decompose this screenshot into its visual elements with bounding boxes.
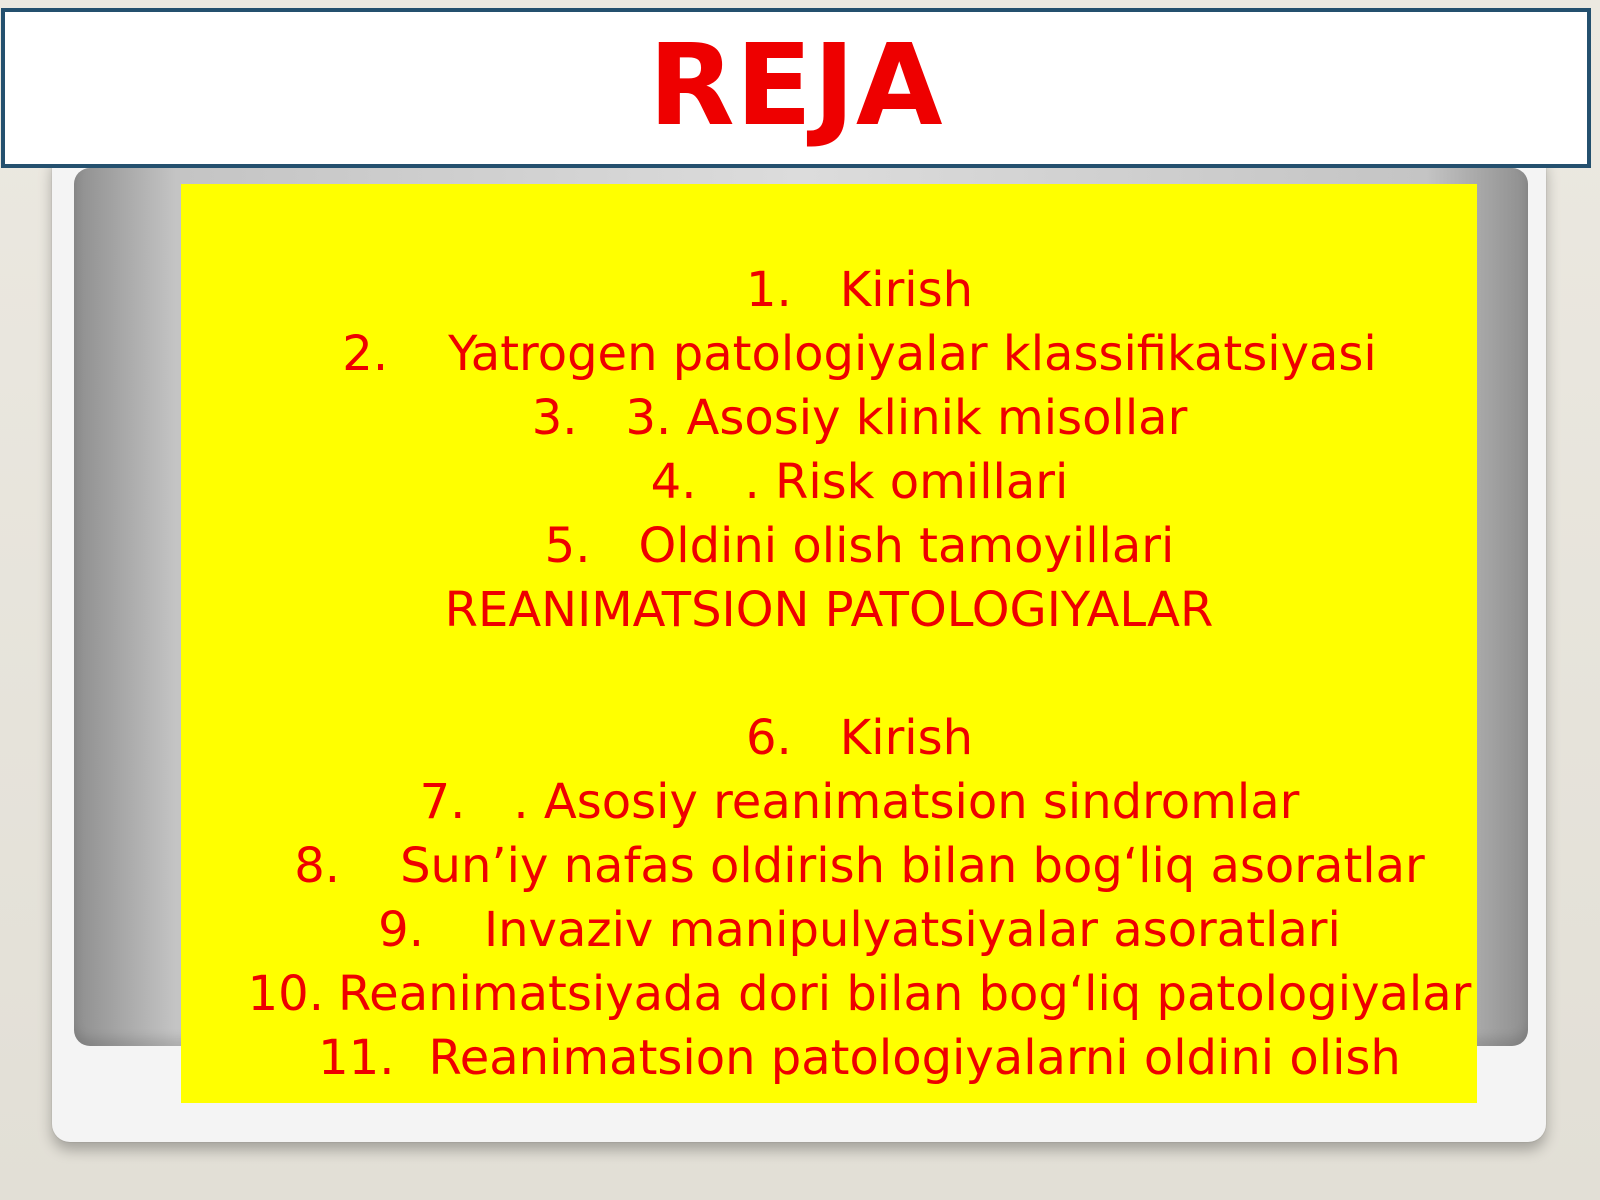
list-item-number: 10. (247, 966, 324, 1022)
list-item (181, 834, 1477, 958)
list-item-text: Invaziv manipulyatsiyalar asoratlari (483, 902, 1341, 958)
list-item-number: 6. (745, 710, 792, 766)
title-banner (1, 8, 1591, 168)
list-item (181, 386, 1477, 510)
list-item-text: Kirish (839, 710, 974, 766)
page-title: REJA (648, 21, 944, 151)
list-item-text: . Risk omillari (744, 454, 1069, 510)
list-item-number: 11. (318, 1030, 395, 1086)
list-item (181, 450, 1477, 574)
list-item-number: 2. (342, 326, 389, 382)
list-item (181, 962, 1477, 1086)
list-item-number: 3. (531, 390, 578, 446)
list-item-number: 4. (650, 454, 697, 510)
list-item (181, 258, 1477, 382)
list-item (181, 770, 1477, 894)
list-item-text: Reanimatsiyada dori bilan bog‘liq patologiyalar (337, 966, 1472, 1022)
list-item-text: Sun’iy nafas oldirish bilan bog‘liq asoratlar (400, 838, 1425, 894)
list-item (181, 898, 1477, 1022)
list-item (181, 642, 1477, 766)
list-item-text: 3. Asosiy klinik misollar (625, 390, 1188, 446)
list-item (181, 706, 1477, 830)
list-item-number: 8. (294, 838, 341, 894)
section-heading: REANIMATSION PATOLOGIYALAR (444, 582, 1214, 638)
list-item-text: . Asosiy reanimatsion sindromlar (513, 774, 1300, 830)
list-item-text: Yatrogen patologiyalar klassifikatsiyasi (448, 326, 1377, 382)
list-item-text: Oldini olish tamoyillari (638, 518, 1175, 574)
plan-list (181, 184, 1477, 1103)
list-item-text: Kirish (839, 262, 974, 318)
list-item-number: 9. (378, 902, 424, 958)
list-item (181, 322, 1477, 446)
list-item-number: 1. (745, 262, 792, 318)
list-item-text: Reanimatsion patologiyalarni oldini olish (428, 1030, 1401, 1086)
list-item-number: 5. (544, 518, 591, 574)
list-item-number: 7. (419, 774, 466, 830)
list-item (181, 194, 1477, 318)
